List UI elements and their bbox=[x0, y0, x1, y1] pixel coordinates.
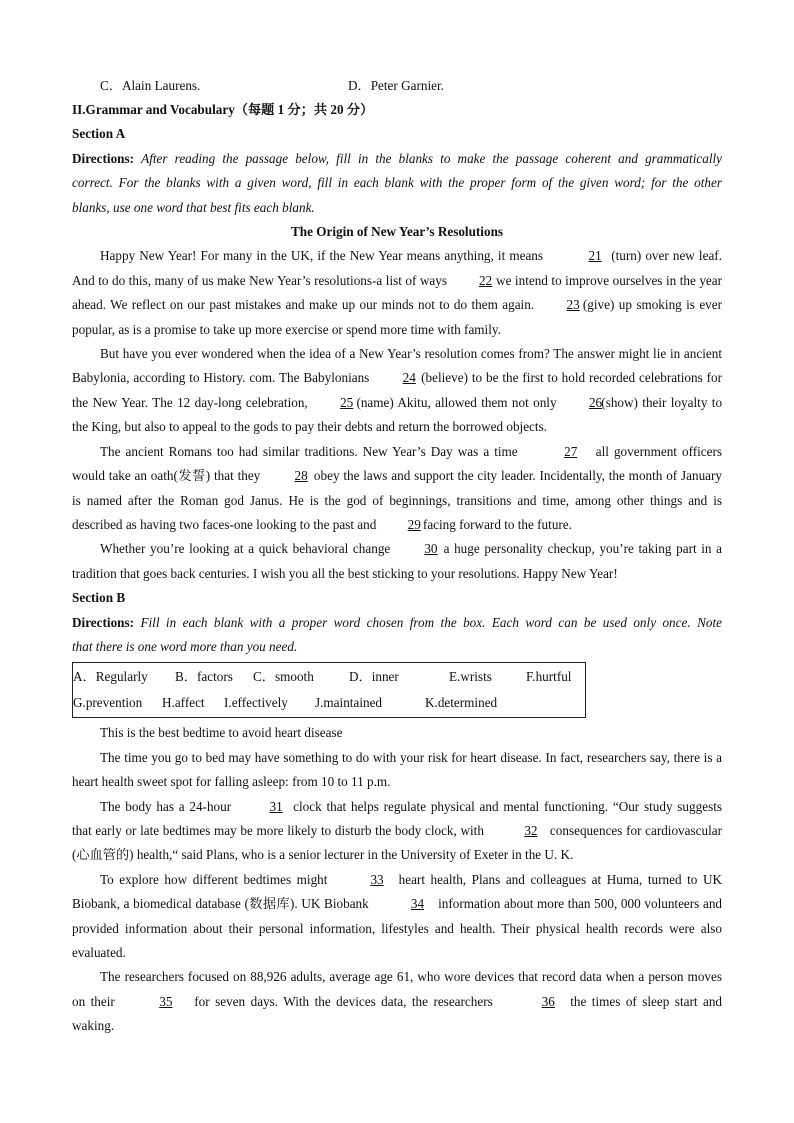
passage-b-paragraph-1: The time you go to bed may have something to do with your risk for heart disease. In fact, researchers say, there is a heart health sweet spot for falling asleep: from 10 to 11 p.m. bbox=[72, 749, 722, 790]
paragraph-text: the times of sleep start and waking. bbox=[72, 993, 723, 1034]
word-option-i: I.effectively bbox=[224, 695, 288, 711]
word-box bbox=[72, 662, 586, 718]
paragraph-text: heart health, Plans and colleagues at Huma, turned to UK Biobank, a biomedical database (数据库). UK Biobank bbox=[72, 871, 723, 912]
paragraph-text: (give) up smoking is ever popular, as is a promise to take up more exercise or spend more time with family. bbox=[72, 297, 723, 337]
directions-text: Fill in each blank with a proper word chosen from the box. Each word can be used only once. Note bbox=[140, 614, 722, 630]
directions-label: Directions: bbox=[72, 614, 135, 630]
word-option-e: E.wrists bbox=[449, 669, 492, 685]
word-box-row-1 bbox=[73, 664, 585, 690]
paragraph-text: we intend to improve ourselves in the year ahead. We reflect on our past mistakes and make up our minds not to do them again. bbox=[72, 272, 723, 313]
section-a-directions-line2: correct. For the blanks with a given word, fill in each blank with the proper form of the given word; for the other bbox=[72, 175, 722, 191]
directions-label: Directions: bbox=[72, 150, 135, 166]
paragraph-text: To explore how different bedtimes might bbox=[100, 871, 328, 887]
blank-24[interactable]: 24 bbox=[402, 370, 416, 386]
passage-a-paragraph-4 bbox=[72, 537, 722, 586]
option-d: D．Peter Garnier. bbox=[348, 78, 444, 93]
section-b-label: Section B bbox=[72, 590, 126, 606]
passage-b-paragraph-4 bbox=[72, 965, 722, 1038]
word-option-g: G.prevention bbox=[73, 695, 143, 711]
section-a-directions-line3: blanks, use one word that best fits each blank. bbox=[72, 199, 315, 215]
section-a-label: Section A bbox=[72, 126, 126, 142]
paragraph-text: But have you ever wondered when the idea of a New Year’s resolution comes from? The answer might lie in ancient Babylonia, according to History. com. The Babylonians bbox=[72, 346, 722, 386]
blank-30[interactable]: 30 bbox=[424, 541, 438, 557]
blank-33[interactable]: 33 bbox=[370, 871, 384, 887]
exam-page bbox=[72, 74, 722, 1039]
paragraph-text: Whether you’re looking at a quick behavioral change bbox=[100, 541, 391, 557]
blank-25[interactable]: 25 bbox=[340, 394, 354, 410]
blank-32[interactable]: 32 bbox=[524, 822, 538, 838]
paragraph-text: The researchers focused on 88,926 adults, average age 61, who wore devices that record data when a person moves on their bbox=[72, 969, 722, 1009]
blank-26[interactable]: 26 bbox=[588, 394, 603, 410]
paragraph-text: a huge personality checkup, you’re taking part in a tradition that goes back centuries. I wish you all the best sticking to your resolutions. Happy New Year! bbox=[72, 541, 723, 581]
blank-22[interactable]: 22 bbox=[478, 272, 493, 288]
paragraph-text: The ancient Romans too had similar traditions. New Year’s Day was a time bbox=[100, 443, 518, 459]
paragraph-text: for seven days. With the devices data, the researchers bbox=[194, 993, 493, 1009]
word-option-a: A．Regularly bbox=[73, 669, 148, 685]
paragraph-text: Happy New Year! For many in the UK, if the New Year means anything, it means bbox=[100, 248, 544, 264]
passage-a-paragraph-2 bbox=[72, 342, 722, 440]
word-option-b: B．factors bbox=[175, 669, 233, 685]
word-option-c: C．smooth bbox=[253, 669, 314, 685]
blank-27[interactable]: 27 bbox=[564, 443, 578, 459]
option-c: C．Alain Laurens. bbox=[100, 78, 201, 93]
blank-29[interactable]: 29 bbox=[407, 516, 421, 532]
paragraph-text: consequences for cardiovascular (心血管的) health,“ said Plans, who is a senior lecturer in the University of Exeter in the U. K. bbox=[72, 822, 722, 863]
paragraph-text: (name) Akitu, allowed them not only bbox=[356, 394, 557, 410]
paragraph-text: all government officers would take an oath(发誓) that they bbox=[72, 443, 723, 484]
part-heading: II.Grammar and Vocabulary（每题 1 分；共 20 分） bbox=[72, 102, 374, 117]
section-b-directions-line1 bbox=[72, 611, 722, 635]
passage-a-paragraph-3 bbox=[72, 440, 722, 538]
blank-23[interactable]: 23 bbox=[566, 297, 580, 313]
passage-b-paragraph-3 bbox=[72, 868, 722, 966]
paragraph-text: The body has a 24-hour bbox=[100, 798, 232, 814]
word-option-f: F.hurtful bbox=[526, 669, 572, 685]
blank-34[interactable]: 34 bbox=[410, 896, 425, 912]
passage-a-paragraph-1 bbox=[72, 244, 722, 342]
paragraph-text: (turn) over new leaf. And to do this, many of us make New Year’s resolutions-a list of ways bbox=[72, 248, 722, 288]
passage-title: The Origin of New Year’s Resolutions bbox=[290, 224, 504, 240]
word-box-row-2 bbox=[73, 690, 585, 716]
blank-35[interactable]: 35 bbox=[159, 993, 173, 1009]
directions-text: After reading the passage below, fill in the blanks to make the passage coherent and grammatically bbox=[141, 150, 723, 166]
paragraph-text: (show) their loyalty to the King, but also to appeal to the gods to pay their debts and return the borrowed objects. bbox=[72, 394, 723, 435]
word-option-h: H.affect bbox=[162, 695, 205, 711]
blank-21[interactable]: 21 bbox=[588, 248, 602, 264]
word-option-d: D．inner bbox=[349, 669, 399, 685]
blank-31[interactable]: 31 bbox=[269, 798, 283, 814]
word-option-k: K.determined bbox=[425, 695, 498, 711]
paragraph-text: information about more than 500, 000 volunteers and provided information about their personal information, lifestyles and health. Their physical health records were also evaluated. bbox=[72, 896, 723, 960]
section-a-directions-line1 bbox=[72, 147, 722, 171]
section-b-directions-line2: that there is one word more than you need. bbox=[72, 638, 298, 654]
paragraph-text: facing forward to the future. bbox=[422, 516, 572, 532]
blank-28[interactable]: 28 bbox=[294, 468, 308, 484]
top-options-row bbox=[72, 74, 722, 98]
passage-b-subtitle: This is the best bedtime to avoid heart disease bbox=[100, 725, 343, 741]
paragraph-text: obey the laws and support the city leader. Incidentally, the month of January is named after the Roman god Janus. He is the god of beginnings, transitions and time, among other things and is described as having two faces-one looking to the past and bbox=[72, 468, 722, 532]
paragraph-text: (believe) to be the first to hold recorded celebrations for the New Year. The 12 day-long celebration, bbox=[72, 370, 723, 410]
word-option-j: J.maintained bbox=[315, 695, 383, 711]
blank-36[interactable]: 36 bbox=[541, 993, 555, 1009]
paragraph-text: clock that helps regulate physical and mental functioning. “Our study suggests that early or late bedtimes may be more likely to disturb the body clock, with bbox=[72, 798, 722, 838]
passage-b-paragraph-2 bbox=[72, 795, 722, 868]
